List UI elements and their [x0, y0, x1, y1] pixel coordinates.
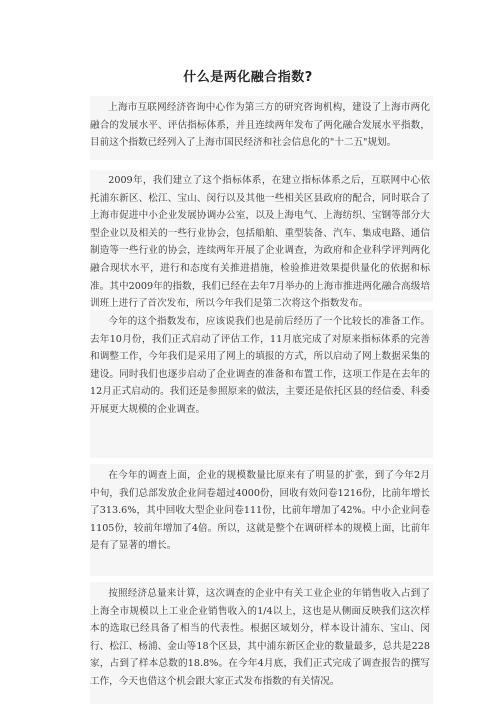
paragraph-intro: 上海市互联网经济咨询中心作为第三方的研究咨询机构，建设了上海市两化融合的发展水平、评估指标体系，并且连续两年发布了两化融合发展水平指数，目前这个指数已经列入了上海市国民经济和社会信息化的"十二五"规划。	[90, 102, 430, 149]
paragraph-survey-scale: 在今年的调查上面，企业的规模数量比原来有了明显的扩张，到了今年2月中旬，我们总部发放企业问卷超过4000份，回收有效问卷1216份，比前年增长了313.6%，其中回收大型企业问卷111份，比前年增加了42%。中小企业问卷1105份，较前年增加了4倍。所以，这就是整个在调研样本的规模上面，比前年是有了显著的增长。	[90, 470, 430, 552]
paragraph-preparation: 今年的这个指数发布，应该说我们也是前后经历了一个比较长的准备工作。去年10月份，我们正式启动了评估工作，11月底完成了对原来指标体系的完善和调整工作，今年我们是采用了网上的填报的方式，所以启动了网上数据采集的建设。同时我们也逐步启动了企业调查的准备和布置工作，这项工作是在去年的12月正式启动的。我们还是参照原来的做法，主要还是依托区县的经信委、科委开展更大规模的企业调查。	[90, 316, 430, 415]
paragraph-2009: 2009年，我们建立了这个指标体系，在建立指标体系之后，互联网中心依托浦东新区、松江、宝山、闵行以及其他一些相关区县政府的配合，同时联合了上海市促进中小企业发展协调办公室，以及上海电气、上海纺织、宝钢等部分大型企业以及相关的一些行业协会，包括船舶、重型装备、汽车、集成电路、通信制造等一些行业的协会，连续两年开展了企业调查，为政府和企业科学评判两化融合现状水平，进行和态度有关推进措施，检验推进效果提供量化的依据和标准。其中2009年的指数，我们已经在去年7月举办的上海市推进两化融合高级培训班上进行了首次发布，所以今年我们是第二次将这个指数发布。	[90, 175, 430, 310]
paragraph-sample: 按照经济总量来计算，这次调查的企业中有关工业企业的年销售收入占到了上海全市规模以上工业企业销售收入的1/4以上，这也是从侧面反映我们这次样本的选取已经具备了相当的代表性。根据区域划分，样本设计浦东、宝山、闵行、松江、杨浦、金山等18个区县，其中浦东新区企业的数量最多，总共是228家，占到了样本总数的18.8%。在今年4月底，我们正式完成了调查报告的撰写工作，今天也借这个机会跟大家正式发布指数的有关情况。	[90, 588, 430, 687]
document-title: 什么是两化融合指数?	[183, 70, 313, 85]
